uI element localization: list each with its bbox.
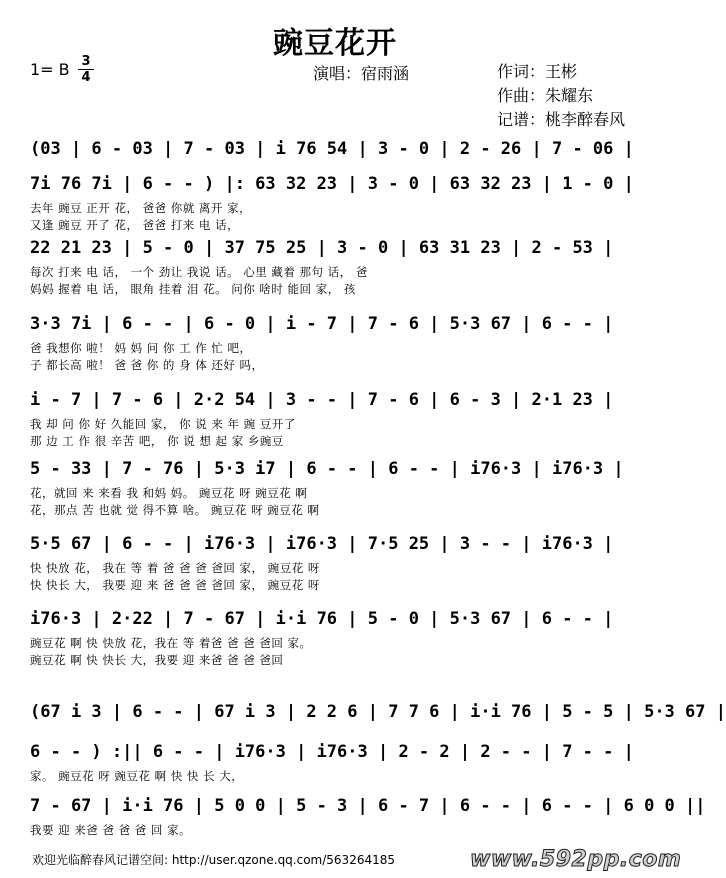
song-title: 豌豆花开	[273, 26, 397, 61]
time-signature-bottom: 4	[81, 70, 91, 85]
lyric-verse-1: 爸 我想你 啦！ 妈 妈 问 你 工 作 忙 吧，	[30, 341, 252, 355]
lyric-verse-1: 去年 豌豆 正开 花， 爸爸 你就 离开 家，	[30, 201, 252, 215]
notation-line: 22 21 23 | 5 - 0 | 37 75 25 | 3 - 0 | 63 31 23 | 2 - 53 |	[30, 238, 614, 258]
lyric-verse-2: 子 都长高 啦！ 爸 爸 你 的 身 体 还好 吗，	[30, 358, 264, 372]
notation-line: 5 - 33 | 7 - 76 | 5·3 i7 | 6 - - | 6 - - | i76·3 | i76·3 |	[30, 459, 624, 479]
notation-line: 3·3 7i | 6 - - | 6 - 0 | i - 7 | 7 - 6 | 5·3 67 | 6 - - |	[30, 314, 614, 334]
site-watermark: www.592pp.com	[470, 847, 682, 872]
lyric-verse-2: 妈妈 握着 电 话， 眼角 挂着 泪 花。 问你 啥时 能回 家， 孩	[30, 282, 356, 296]
time-signature	[78, 55, 94, 84]
composer-credit: 作曲：朱耀东	[497, 86, 594, 105]
lyric-verse-2: 又逢 豌豆 开了 花， 爸爸 打来 电 话，	[30, 218, 240, 232]
notation-line: (03 | 6 - 03 | 7 - 03 | i 76 54 | 3 - 0 | 2 - 26 | 7 - 06 |	[30, 139, 634, 159]
lyric-verse-2: 豌豆花 啊 快 快长 大，我要 迎 来爸 爸 爸 爸回	[30, 653, 284, 667]
notation-line: 5·5 67 | 6 - - | i76·3 | i76·3 | 7·5 25 | 3 - - | i76·3 |	[30, 534, 614, 554]
footer-text: 欢迎光临醉春风记谱空间: http://user.qzone.qq.com/563264185	[32, 853, 396, 867]
time-signature-top: 3	[81, 54, 91, 69]
notation-line: 7i 76 7i | 6 - - ) |: 63 32 23 | 3 - 0 | 63 32 23 | 1 - 0 |	[30, 174, 634, 194]
lyric-verse-1: 豌豆花 啊 快 快放 花，我在 等 着爸 爸 爸 爸回 家。	[30, 636, 312, 650]
lyric-verse-2: 快 快长 大， 我要 迎 来 爸 爸 爸 爸回 家， 豌豆花 呀	[30, 578, 320, 592]
lyric-verse-1: 快 快放 花， 我在 等 着 爸 爸 爸 爸回 家， 豌豆花 呀	[30, 561, 320, 575]
singer-credit: 演唱：宿雨涵	[313, 64, 410, 83]
lyric-verse-1: 每次 打来 电 话， 一个 劲让 我说 话。 心里 藏着 那句 话， 爸	[30, 265, 368, 279]
notation-line: i - 7 | 7 - 6 | 2·2 54 | 3 - - | 7 - 6 | 6 - 3 | 2·1 23 |	[30, 390, 614, 410]
key-signature: 1= B	[30, 60, 70, 79]
notation-line: i76·3 | 2·22 | 7 - 67 | i·i 76 | 5 - 0 | 5·3 67 | 6 - - |	[30, 609, 614, 629]
lyric-verse-1: 花，就回 来 来看 我 和妈 妈。 豌豆花 呀 豌豆花 啊	[30, 486, 308, 500]
lyric-verse-2: 花，那点 苦 也就 觉 得不算 啥。 豌豆花 呀 豌豆花 啊	[30, 503, 320, 517]
lyricist-credit: 作词：王彬	[497, 62, 578, 81]
lyric-verse-2: 那 边 工 作 很 辛苦 吧， 你 说 想 起 家 乡豌豆	[30, 434, 284, 448]
lyric-verse-1: 我要 迎 来爸 爸 爸 爸 回 家。	[30, 823, 192, 837]
lyric-verse-1: 我 却 问 你 好 久能回 家， 你 说 来 年 豌 豆开了	[30, 417, 296, 431]
lyric-verse-1: 家。 豌豆花 呀 豌豆花 啊 快 快 长 大，	[30, 769, 244, 783]
credits-block	[497, 60, 625, 132]
transcriber-credit: 记谱：桃李醉春风	[497, 110, 626, 129]
notation-line: 6 - - ) :|| 6 - - | i76·3 | i76·3 | 2 - 2 | 2 - - | 7 - - |	[30, 742, 634, 762]
notation-line: (67 i 3 | 6 - - | 67 i 3 | 2 2 6 | 7 7 6 | i·i 76 | 5 - 5 | 5·3 67 |	[30, 702, 726, 722]
notation-line: 7 - 67 | i·i 76 | 5 0 0 | 5 - 3 | 6 - 7 | 6 - - | 6 - - | 6 0 0 ||	[30, 796, 706, 816]
